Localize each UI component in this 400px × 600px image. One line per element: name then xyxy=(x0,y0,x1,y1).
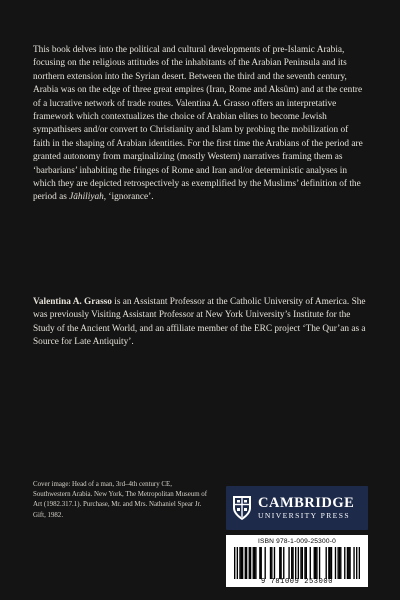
barcode-bar xyxy=(300,547,301,579)
publisher-name: CAMBRIDGE xyxy=(258,494,355,511)
barcode-bar xyxy=(314,547,315,579)
barcode-bar xyxy=(292,547,293,579)
isbn-label: ISBN 978-1-009-25300-0 xyxy=(257,538,337,545)
barcode-bar xyxy=(241,547,242,579)
barcode-bar xyxy=(359,547,360,579)
book-description xyxy=(33,44,367,205)
barcode-bar xyxy=(319,547,320,579)
description-text: This book delves into the political and cultural developments of pre-Islamic Arabia, focusing on the religious attitudes of the inhabitants of the Arabian Peninsula and its northern extension into the Syrian desert. Between the third and the seventh century, Arabia was on the edge of three great empires (Iran, Rome and Aksûm) and at the centre of a lucrative network of trade routes. Valentina A. Grasso offers an interpretative framework which contextualizes the choice of Arabian elites to become Jewish sympathisers and/or convert to Christianity and Islam by probing the mobilization of faith in the shaping of Arabian identities. For the first time the Arabians of the period are granted autonomy from marginalizing (mostly Western) narratives framing them as ‘barbarians’ inhabiting the fringes of Rome and Iran and/or deterministic analyses in which they are depicted retrospectively as exemplified by the Muslims’ definition of the period as xyxy=(33,45,363,203)
barcode-bar xyxy=(265,547,266,579)
barcode-bar xyxy=(353,547,354,579)
cover-image-credit: Cover image: Head of a man, 3rd–4th century CE, Southwestern Arabia. New York, The Metropolitan Museum of Art (1982.317.1). Purchase, Mr. and Mrs. Nathaniel Spear Jr. Gift, 1982. xyxy=(33,481,208,519)
barcode-bar xyxy=(253,547,254,579)
barcode-bar xyxy=(242,547,243,579)
barcode-bar xyxy=(270,547,271,579)
barcode-bar xyxy=(274,547,275,579)
barcode-bar xyxy=(250,547,251,579)
barcode-bar xyxy=(246,547,247,579)
barcode-bar xyxy=(288,547,289,579)
barcode-bar xyxy=(315,547,316,579)
university-crest-icon xyxy=(232,495,252,521)
barcode-bars xyxy=(234,547,360,579)
barcode-bar xyxy=(348,547,349,579)
barcode-bar xyxy=(249,547,250,579)
barcode-bar xyxy=(337,547,338,579)
barcode-bar xyxy=(279,547,280,579)
barcode-bar xyxy=(298,547,299,579)
author-name: Valentina A. Grasso xyxy=(33,297,112,307)
barcode-bar xyxy=(271,547,272,579)
barcode-bar xyxy=(259,547,260,579)
barcode-bar xyxy=(344,547,345,579)
barcode-bar xyxy=(254,547,255,579)
barcode-bar xyxy=(335,547,336,579)
barcode-bar xyxy=(291,547,292,579)
author-bio xyxy=(33,296,367,350)
barcode-bar xyxy=(356,547,357,579)
barcode-bar xyxy=(306,547,307,579)
barcode-bar xyxy=(347,547,348,579)
barcode-bar xyxy=(283,547,284,579)
barcode-bar xyxy=(304,547,305,579)
description-italic-term: Jāhiliyah xyxy=(69,192,104,203)
publisher-logo xyxy=(226,486,368,530)
barcode-bar xyxy=(316,547,317,579)
barcode-digits: 9 781009 253000 xyxy=(260,578,333,586)
barcode-bar xyxy=(234,547,235,579)
barcode-bar xyxy=(302,547,303,579)
barcode-bar xyxy=(339,547,340,579)
barcode-bar xyxy=(261,547,262,579)
barcode-bar xyxy=(349,547,350,579)
barcode-bar xyxy=(329,547,330,579)
barcode-bar xyxy=(326,547,327,579)
barcode-bar xyxy=(295,547,296,579)
isbn-barcode xyxy=(226,535,368,587)
barcode-bar xyxy=(255,547,256,579)
barcode-bar xyxy=(280,547,281,579)
barcode-bar xyxy=(245,547,246,579)
publisher-press: UNIVERSITY PRESS xyxy=(258,510,350,520)
barcode-bar xyxy=(331,547,332,579)
barcode-bar xyxy=(340,547,341,579)
barcode-bar xyxy=(328,547,329,579)
barcode-bar xyxy=(310,547,311,579)
author-bio-text: is an Assistant Professor at the Catholic University of America. She was previously Visiting Assistant Professor at New York University’s Institute for the Study of the Ancient World, and an affiliate member of the ERC project ‘The Qur’an as a Source for Late Antiquity’. xyxy=(33,297,366,348)
barcode-bar xyxy=(239,547,240,579)
description-end: , ‘ignorance’. xyxy=(103,192,154,203)
barcode-bar xyxy=(237,547,238,579)
